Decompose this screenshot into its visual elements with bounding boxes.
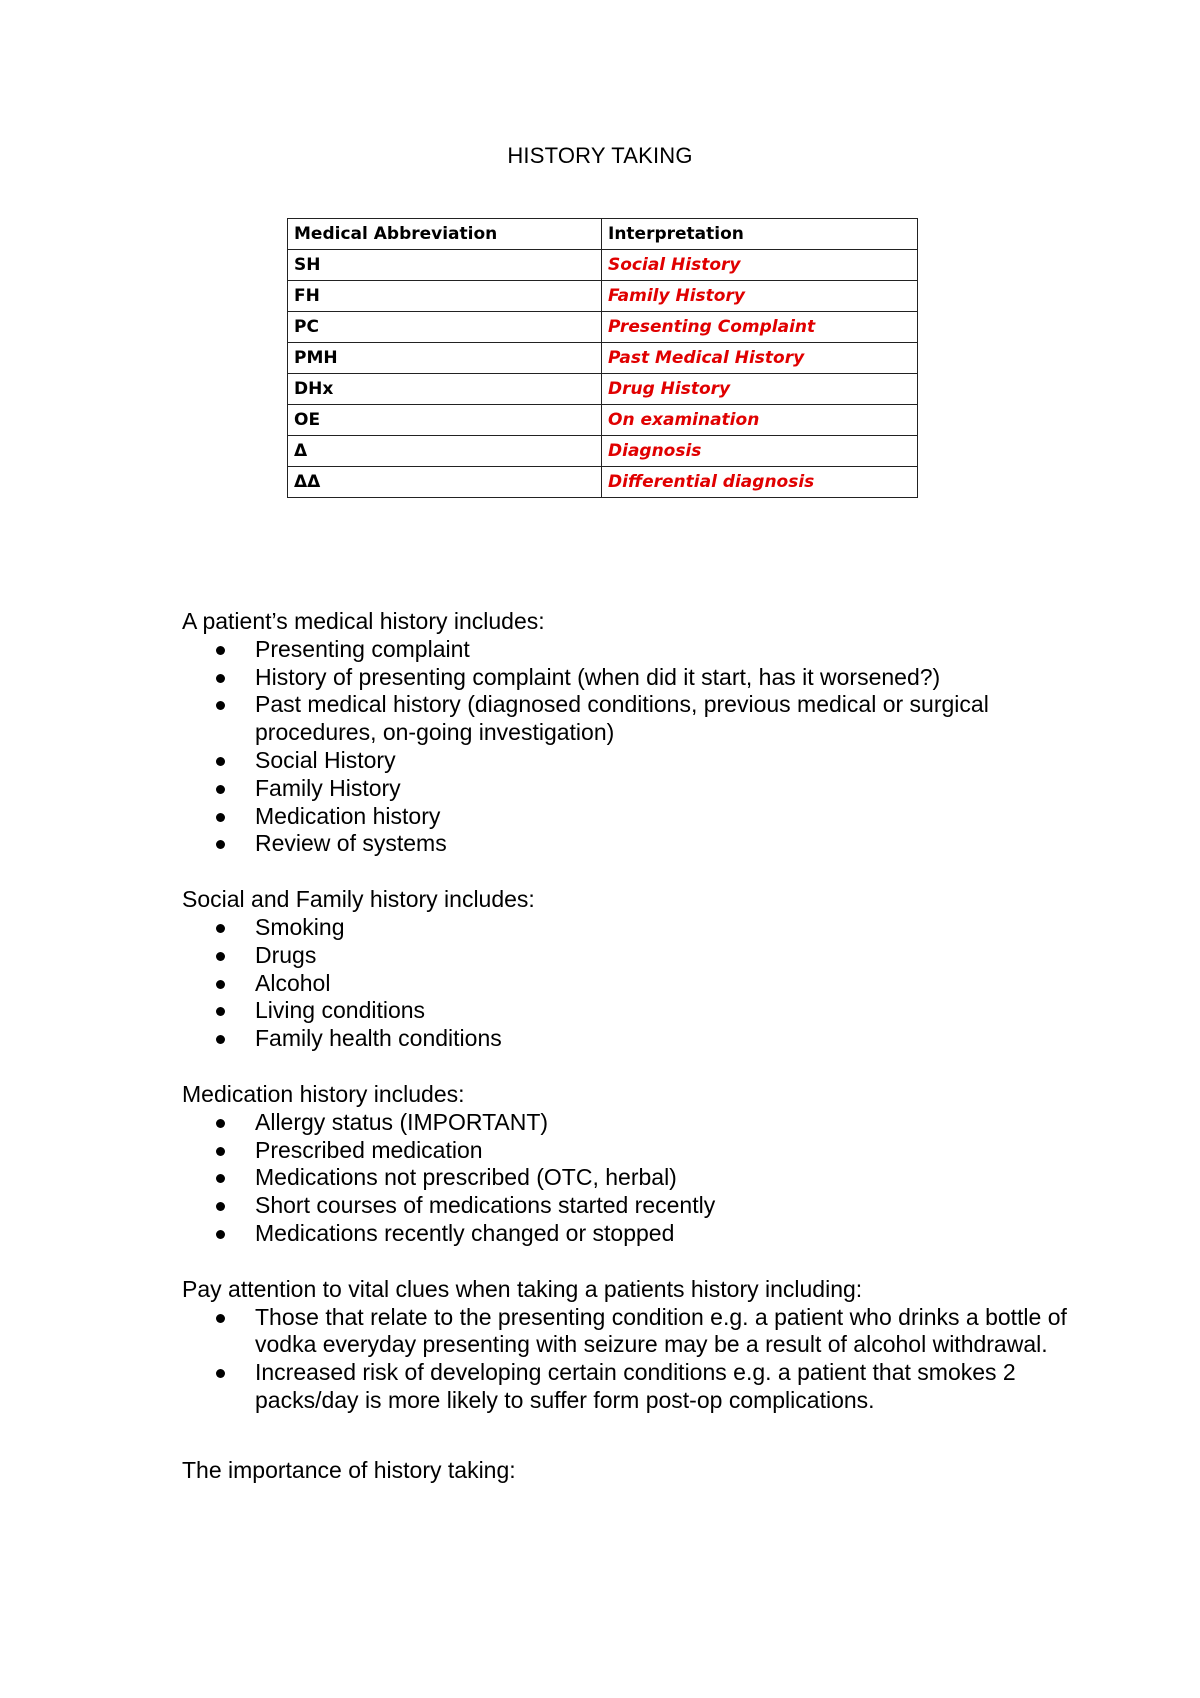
abbreviation-cell: PC	[288, 312, 602, 343]
interpretation-cell: Family History	[602, 281, 918, 312]
interpretation-cell: Drug History	[602, 374, 918, 405]
page-title: HISTORY TAKING	[507, 143, 693, 168]
section-vital-clues	[182, 1276, 1082, 1415]
section-heading: A patient’s medical history includes:	[182, 608, 545, 634]
bullet-icon	[216, 924, 225, 933]
bullet-icon	[216, 1230, 225, 1239]
interpretation-cell: Past Medical History	[602, 343, 918, 374]
list-item	[255, 1220, 1082, 1248]
list-item	[255, 1192, 1082, 1220]
abbreviation-cell: SH	[288, 250, 602, 281]
section-heading: Medication history includes:	[182, 1080, 465, 1107]
bullet-icon	[216, 674, 225, 683]
list-item	[255, 1304, 1082, 1360]
list-item-text: Drugs	[255, 941, 317, 968]
abbreviation-cell: OE	[288, 405, 602, 436]
bullet-list	[182, 1304, 1082, 1415]
table-row	[288, 312, 918, 343]
bullet-icon	[216, 1119, 225, 1128]
bullet-icon	[216, 1007, 225, 1016]
table-row	[288, 374, 918, 405]
list-item-text: Past medical history (diagnosed conditions, previous medical or surgical procedures, on-going investigation)	[255, 691, 989, 746]
section-medication-history	[182, 1081, 1082, 1248]
bullet-icon	[216, 1369, 225, 1378]
section-social-family-history	[182, 886, 1082, 1053]
table-row	[288, 343, 918, 374]
list-item-text: Short courses of medications started recently	[255, 1192, 716, 1219]
abbreviation-table	[287, 218, 918, 498]
bullet-icon	[216, 813, 225, 822]
list-item-text: Family History	[255, 774, 401, 801]
list-item-text: Family health conditions	[255, 1025, 502, 1052]
section-heading: The importance of history taking:	[182, 1456, 516, 1483]
bullet-icon	[216, 952, 225, 961]
bullet-icon	[216, 701, 225, 710]
bullet-icon	[216, 757, 225, 766]
document-body	[182, 608, 1082, 1513]
section-heading: Pay attention to vital clues when taking a patients history including:	[182, 1275, 863, 1302]
list-item	[255, 1359, 1082, 1415]
section-heading: Social and Family history includes:	[182, 886, 535, 913]
list-item-text: Smoking	[255, 913, 345, 940]
list-item	[255, 970, 1082, 998]
list-item	[255, 1109, 1082, 1137]
list-item-text: Review of systems	[255, 830, 447, 857]
bullet-icon	[216, 785, 225, 794]
list-item	[255, 914, 1082, 942]
list-item-text: Increased risk of developing certain conditions e.g. a patient that smokes 2 packs/day is more likely to suffer form post-op complications.	[255, 1359, 1016, 1413]
abbreviation-cell: PMH	[288, 343, 602, 374]
table-row	[288, 250, 918, 281]
bullet-icon	[216, 1035, 225, 1044]
bullet-icon	[216, 1314, 225, 1323]
list-item-text: Social History	[255, 746, 396, 773]
list-item-text: Medication history	[255, 802, 441, 829]
list-item-text: Allergy status (IMPORTANT)	[255, 1108, 549, 1135]
list-item	[255, 997, 1082, 1025]
interpretation-cell: Presenting Complaint	[602, 312, 918, 343]
table-row	[288, 467, 918, 498]
table-header-row	[288, 219, 918, 250]
list-item-text: Presenting complaint	[255, 635, 470, 662]
list-item	[255, 830, 1082, 858]
list-item-text: Medications recently changed or stopped	[255, 1219, 675, 1246]
section-medical-history	[182, 608, 1082, 858]
interpretation-cell: Social History	[602, 250, 918, 281]
interpretation-cell: Diagnosis	[602, 436, 918, 467]
list-item	[255, 803, 1082, 831]
interpretation-cell: Differential diagnosis	[602, 467, 918, 498]
bullet-icon	[216, 1202, 225, 1211]
list-item	[255, 691, 1082, 747]
abbreviation-cell: FH	[288, 281, 602, 312]
abbreviation-cell: ΔΔ	[288, 467, 602, 498]
bullet-icon	[216, 1174, 225, 1183]
table-row	[288, 405, 918, 436]
list-item-text: Alcohol	[255, 969, 331, 996]
list-item	[255, 1164, 1082, 1192]
list-item	[255, 664, 1082, 692]
table-row	[288, 281, 918, 312]
list-item	[255, 775, 1082, 803]
column-header-abbreviation: Medical Abbreviation	[288, 219, 602, 250]
table-row	[288, 436, 918, 467]
bullet-icon	[216, 980, 225, 989]
bullet-list	[182, 636, 1082, 858]
list-item-text: Those that relate to the presenting condition e.g. a patient who drinks a bottle of vodka everyday presenting with seizure may be a result of alcohol withdrawal.	[255, 1303, 1067, 1358]
list-item-text: Living conditions	[255, 997, 426, 1024]
bullet-icon	[216, 1147, 225, 1156]
abbreviation-cell: Δ	[288, 436, 602, 467]
list-item-text: Medications not prescribed (OTC, herbal)	[255, 1164, 677, 1191]
bullet-icon	[216, 840, 225, 849]
bullet-list	[182, 914, 1082, 1053]
section-importance	[182, 1457, 1082, 1485]
list-item-text: Prescribed medication	[255, 1136, 483, 1163]
list-item	[255, 1025, 1082, 1053]
list-item	[255, 636, 1082, 664]
list-item	[255, 747, 1082, 775]
list-item-text: History of presenting complaint (when did it start, has it worsened?)	[255, 663, 941, 690]
abbreviation-cell: DHx	[288, 374, 602, 405]
list-item	[255, 1137, 1082, 1165]
interpretation-cell: On examination	[602, 405, 918, 436]
list-item	[255, 942, 1082, 970]
column-header-interpretation: Interpretation	[602, 219, 918, 250]
bullet-list	[182, 1109, 1082, 1248]
bullet-icon	[216, 646, 225, 655]
